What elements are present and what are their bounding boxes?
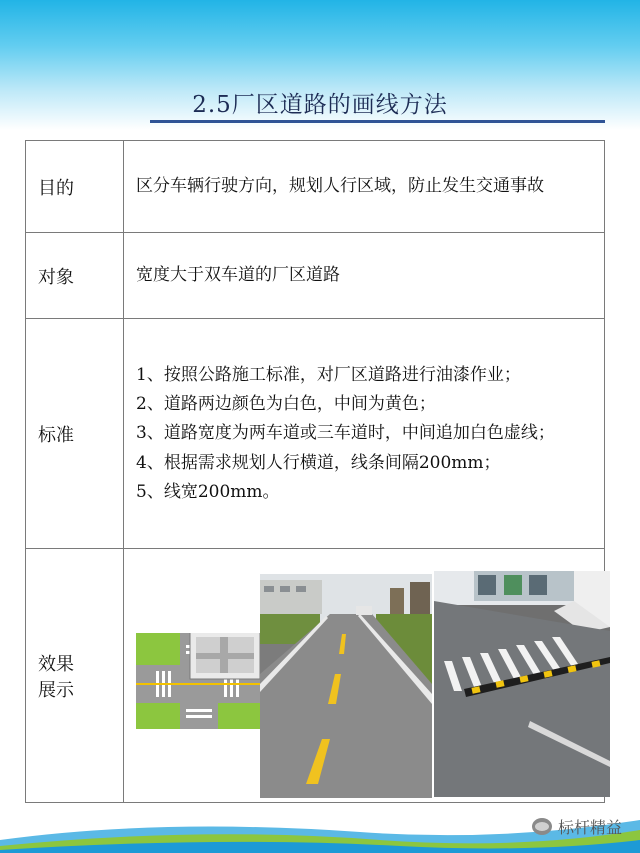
row-label-display: 效果 展示 bbox=[26, 549, 124, 803]
crosswalk-photo bbox=[434, 571, 610, 797]
standard-item: 3、道路宽度为两车道或三车道时，中间追加白色虚线； bbox=[136, 423, 555, 444]
row-content-object: 宽度大于双车道的厂区道路 bbox=[124, 233, 605, 319]
brand-watermark bbox=[532, 815, 622, 838]
wechat-icon bbox=[532, 818, 552, 835]
title-underline bbox=[150, 120, 605, 123]
brand-name: 标杆精益 bbox=[557, 818, 622, 837]
road-photo bbox=[260, 574, 432, 798]
standard-item: 1、按照公路施工标准，对厂区道路进行油漆作业； bbox=[136, 364, 521, 385]
table-row bbox=[26, 319, 605, 549]
standard-item: 4、根据需求规划人行横道，线条间隔200mm； bbox=[136, 452, 501, 473]
row-content-standard bbox=[124, 319, 605, 549]
row-label-standard: 标准 bbox=[26, 319, 124, 549]
table-row bbox=[26, 549, 605, 803]
row-content-purpose: 区分车辆行驶方向，规划人行区域，防止发生交通事故 bbox=[124, 141, 605, 233]
standard-item: 5、线宽200mm。 bbox=[136, 482, 280, 503]
page-title: 2.5厂区道路的画线方法 bbox=[192, 92, 448, 118]
standard-item: 2、道路两边颜色为白色，中间为黄色； bbox=[136, 393, 436, 414]
standards-table bbox=[25, 140, 605, 803]
row-label-purpose: 目的 bbox=[26, 141, 124, 233]
road-marking-diagram bbox=[136, 633, 262, 729]
table-row bbox=[26, 141, 605, 233]
display-images bbox=[124, 549, 605, 803]
row-label-object: 对象 bbox=[26, 233, 124, 319]
table-row bbox=[26, 233, 605, 319]
